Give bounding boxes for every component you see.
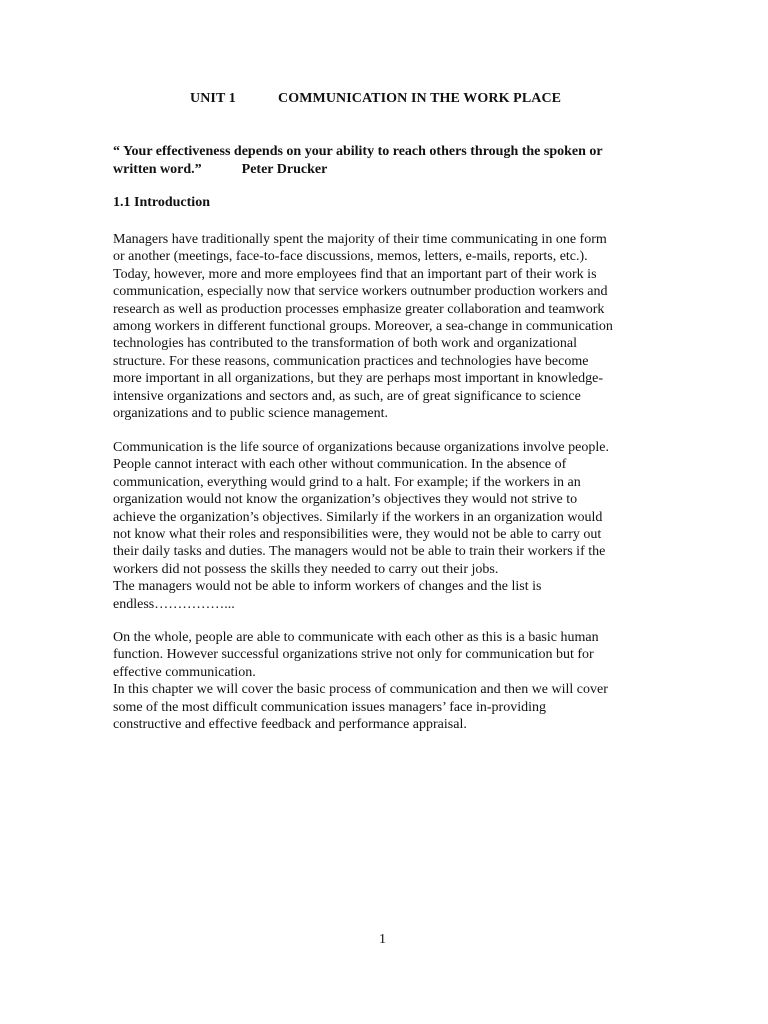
paragraph-line: structure. For these reasons, communication practices and technologies have become bbox=[113, 353, 589, 369]
paragraph-3 bbox=[113, 629, 658, 733]
quote-line-1: “ Your effectiveness depends on your ability to reach others through the spoken or bbox=[113, 144, 603, 159]
unit-label: UNIT 1 bbox=[190, 91, 236, 106]
paragraph-line: People cannot interact with each other without communication. In the absence of bbox=[113, 457, 567, 473]
paragraph-line: On the whole, people are able to communicate with each other as this is a basic human bbox=[113, 630, 599, 645]
paragraph-line: achieve the organization’s objectives. Similarly if the workers in an organization would bbox=[113, 509, 603, 525]
quote-line-2: written word.” bbox=[113, 162, 202, 177]
paragraph-line: effective communication. bbox=[113, 664, 256, 680]
paragraph-line: more important in all organizations, but they are perhaps most important in knowledge- bbox=[113, 371, 604, 387]
paragraph-line: Communication is the life source of organizations because organizations involve people. bbox=[113, 440, 609, 455]
paragraph-line: communication, especially now that service workers outnumber production workers and bbox=[113, 284, 608, 300]
unit-title bbox=[190, 91, 561, 107]
quote-author: Peter Drucker bbox=[241, 162, 328, 177]
paragraph-line: workers did not possess the skills they needed to carry out their jobs. bbox=[113, 561, 499, 577]
paragraph-line: organizations and to public science management. bbox=[113, 406, 388, 422]
paragraph-line: constructive and effective feedback and performance appraisal. bbox=[113, 717, 467, 733]
paragraph-line: not know what their roles and responsibilities were, they would not be able to carry out bbox=[113, 527, 602, 543]
paragraph-line: In this chapter we will cover the basic process of communication and then we will cover bbox=[113, 682, 608, 698]
paragraph-line: some of the most difficult communication issues managers’ face in-providing bbox=[113, 699, 546, 715]
paragraph-line: among workers in different functional groups. Moreover, a sea-change in communication bbox=[113, 319, 613, 335]
paragraph-1 bbox=[113, 231, 658, 422]
paragraph-line: function. However successful organizations strive not only for communication but for bbox=[113, 647, 594, 663]
paragraph-2 bbox=[113, 439, 658, 613]
paragraph-line: technologies has contributed to the transformation of both work and organizational bbox=[113, 336, 577, 352]
page-number: 1 bbox=[379, 932, 386, 947]
unit-name: COMMUNICATION IN THE WORK PLACE bbox=[278, 91, 562, 106]
paragraph-line: The managers would not be able to inform workers of changes and the list is bbox=[113, 579, 542, 595]
epigraph-quote bbox=[113, 143, 673, 179]
paragraph-line: their daily tasks and duties. The managers would not be able to train their workers if the bbox=[113, 544, 606, 560]
paragraph-line: organization would not know the organization’s objectives they would not strive to bbox=[113, 492, 578, 508]
paragraph-line: research as well as production processes emphasize greater collaboration and teamwork bbox=[113, 301, 605, 317]
paragraph-line: endless……………... bbox=[113, 596, 235, 612]
paragraph-line: Today, however, more and more employees find that an important part of their work is bbox=[113, 266, 597, 282]
paragraph-line: or another (meetings, face-to-face discussions, memos, letters, e-mails, reports, etc.). bbox=[113, 249, 588, 265]
section-heading: 1.1 Introduction bbox=[113, 195, 210, 210]
paragraph-line: intensive organizations and sectors and, as such, are of great significance to science bbox=[113, 388, 581, 404]
paragraph-line: Managers have traditionally spent the majority of their time communicating in one form bbox=[113, 232, 607, 247]
paragraph-line: communication, everything would grind to a halt. For example; if the workers in an bbox=[113, 474, 581, 490]
